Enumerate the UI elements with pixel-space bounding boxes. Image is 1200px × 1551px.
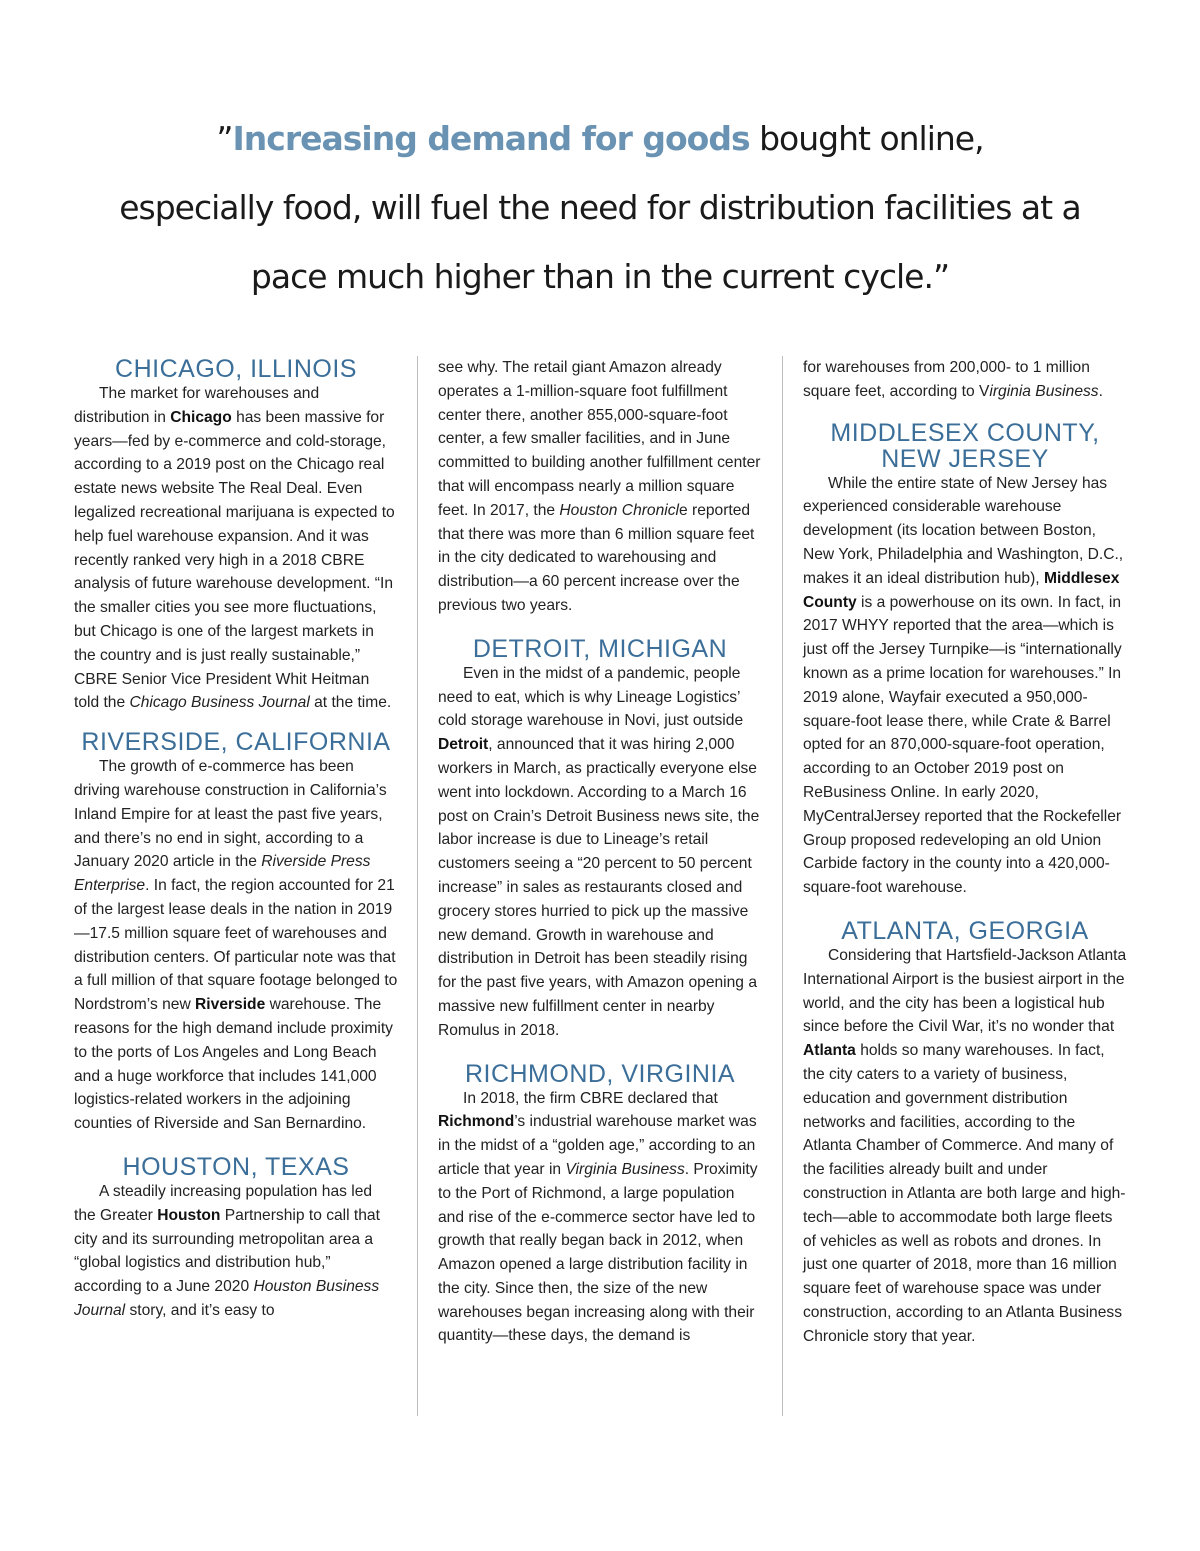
- section-heading: CHICAGO, ILLINOIS: [115, 355, 357, 383]
- section-body: for warehouses from 200,000- to 1 million square feet, according to Virginia Business.: [803, 359, 1103, 400]
- section-body: A steadily increasing population has led the Greater Houston Partnership to call that city and its surrounding metropolitan area a “global logistics and distribution hub,” according to a June 2020 Houston Business Journal story, and it’s easy to: [74, 1182, 380, 1319]
- quote-line-3-text: pace much higher than in the current cycle.: [250, 257, 933, 296]
- city-name: Riverside: [195, 996, 266, 1014]
- quote-open-mark: ”: [216, 119, 233, 158]
- column-1: [74, 356, 398, 1323]
- city-name: Houston: [157, 1206, 221, 1224]
- section-heading: RICHMOND, VIRGINIA: [464, 1059, 736, 1088]
- publication-name: Virginia Business: [565, 1160, 685, 1178]
- section-richmond: [438, 1061, 762, 1349]
- quote-highlight: Increasing demand for goods: [232, 119, 750, 158]
- section-heading: HOUSTON, TEXAS: [122, 1152, 350, 1181]
- section-atlanta: [803, 918, 1127, 1349]
- quote-line-1: [60, 104, 1140, 173]
- section-riverside: [74, 729, 398, 1136]
- section-heading: ATLANTA, GEORGIA: [841, 916, 1089, 945]
- quote-close-mark: ”: [932, 257, 950, 296]
- publication-name: Chicago Business Journal: [129, 694, 310, 712]
- section-body: Considering that Hartsfield-Jackson Atlanta International Airport is the busiest airport in the world, and the city has been a logistical hub since before the Civil War, it’s no wonder that Atlanta holds so many warehouses. In fact, the city caters to a variety of business, education and government distribution networks and facilities, according to the Atlanta Chamber of Commerce. And many of the facilities already built and under construction in Atlanta are both large and high-tech—able to accommodate both large fleets of vehicles as well as robots and drones. In just one quarter of 2018, more than 16 million square feet of warehouse space was under construction, according to an Atlanta Business Chronicle story that year.: [803, 946, 1127, 1345]
- section-body: Even in the midst of a pandemic, people need to eat, which is why Lineage Logistics’ cold storage warehouse in Novi, just outside Detroit, announced that it was hiring 2,000 workers in March, as practically everyone else went into lockdown. According to a March 16 post on Crain’s Detroit Business news site, the labor increase is due to Lineage’s retail customers seeing a “20 percent to 50 percent increase” in sales as restaurants closed and grocery stores hurried to pick up the massive new demand. Growth in warehouse and distribution in Detroit has been steadily rising for the past five years, with Amazon opening a massive new fulfillment center in nearby Romulus in 2018.: [438, 664, 760, 1039]
- section-middlesex: [803, 420, 1127, 900]
- section-houston: [74, 1154, 398, 1323]
- section-richmond-continued: [803, 356, 1127, 404]
- publication-name: Houston Business Journal: [74, 1278, 380, 1319]
- section-body: While the entire state of New Jersey has experienced considerable warehouse development (its location between Boston, New York, Philadelphia and Washington, D.C., makes it an ideal distribution hub), Middlesex County is a powerhouse on its own. In fact, in 2017 WHYY reported that the area—which is just off the Jersey Turnpike—is “internationally known as a prime location for warehouses.” In 2019 alone, Wayfair executed a 950,000-square-foot lease there, while Crate & Barrel opted for an 870,000-square-foot operation, according to an October 2019 post on ReBusiness Online. In early 2020, MyCentralJersey reported that the Rockefeller Group proposed redeveloping an old Union Carbide factory in the county into a 420,000-square-foot warehouse.: [803, 474, 1124, 897]
- pull-quote: [60, 104, 1140, 311]
- section-heading: RIVERSIDE, CALIFORNIA: [81, 728, 391, 757]
- section-body: In 2018, the firm CBRE declared that Richmond’s industrial warehouse market was in the midst of a “golden age,” according to an article that year in Virginia Business. Proximity to the Port of Richmond, a large population and rise of the e-commerce sector have led to growth that really began back in 2012, when Amazon opened a large distribution facility in the city. Since then, the size of the new warehouses began increasing along with their quantity—these days, the demand is: [438, 1089, 758, 1345]
- section-heading: DETROIT, MICHIGAN: [472, 634, 728, 663]
- section-houston-continued: [438, 356, 762, 618]
- section-detroit: [438, 636, 762, 1043]
- column-divider: [417, 356, 418, 1416]
- section-body: The market for warehouses and distribution in Chicago has been massive for years—fed by e-commerce and cold-storage, according to a 2019 post on the Chicago real estate news website The Real Deal. Even legalized recreational marijuana is expected to help fuel warehouse expansion. And it was recently ranked very high in a 2018 CBRE analysis of future warehouse development. “In the smaller cities you see more fluctuations, but Chicago is one of the largest markets in the country and is just really sustainable,” CBRE Senior Vice President Whit Heitman told the Chicago Business Journal at the time.: [74, 385, 395, 712]
- column-2: [438, 356, 762, 1348]
- city-name: Richmond: [438, 1113, 515, 1131]
- publication-name: irginia Business: [989, 382, 1099, 400]
- section-body: see why. The retail giant Amazon already operates a 1-million-square foot fulfillment center there, another 855,000-square-foot center, a few smaller facilities, and in June committed to building another fulfillment center that will encompass nearly a million square feet. In 2017, the Houston Chronicle reported that there was more than 6 million square feet in the city dedicated to warehousing and distribution—a 60 percent increase over the previous two years.: [438, 359, 761, 614]
- section-heading: MIDDLESEX COUNTY, NEW JERSEY: [830, 418, 1100, 473]
- quote-line-2: especially food, will fuel the need for distribution facilities at a: [119, 188, 1081, 227]
- city-name: Atlanta: [803, 1042, 856, 1060]
- quote-line-3: [60, 242, 1140, 311]
- quote-line-1-rest: bought online,: [749, 119, 984, 158]
- publication-name: Houston Chronicl: [559, 501, 680, 519]
- section-body: The growth of e-commerce has been driving warehouse construction in California’s Inland Empire for at least the past five years, and there’s no end in sight, according to a January 2020 article in the Riverside Press Enterprise. In fact, the region accounted for 21 of the largest lease deals in the nation in 2019—17.5 million square feet of warehouses and distribution centers. Of particular note was that a full million of that square footage belonged to Nordstrom’s new Riverside warehouse. The reasons for the high demand include proximity to the ports of Los Angeles and Long Beach and a huge workforce that includes 141,000 logistics-related workers in the adjoining counties of Riverside and San Bernardino.: [74, 758, 398, 1133]
- city-name: Middlesex County: [803, 569, 1120, 611]
- city-name: Chicago: [170, 408, 232, 426]
- column-3: [803, 356, 1127, 1348]
- publication-name: Riverside Press Enterprise: [74, 853, 371, 895]
- section-chicago: [74, 356, 398, 715]
- column-divider: [782, 356, 783, 1416]
- city-name: Detroit: [438, 736, 489, 754]
